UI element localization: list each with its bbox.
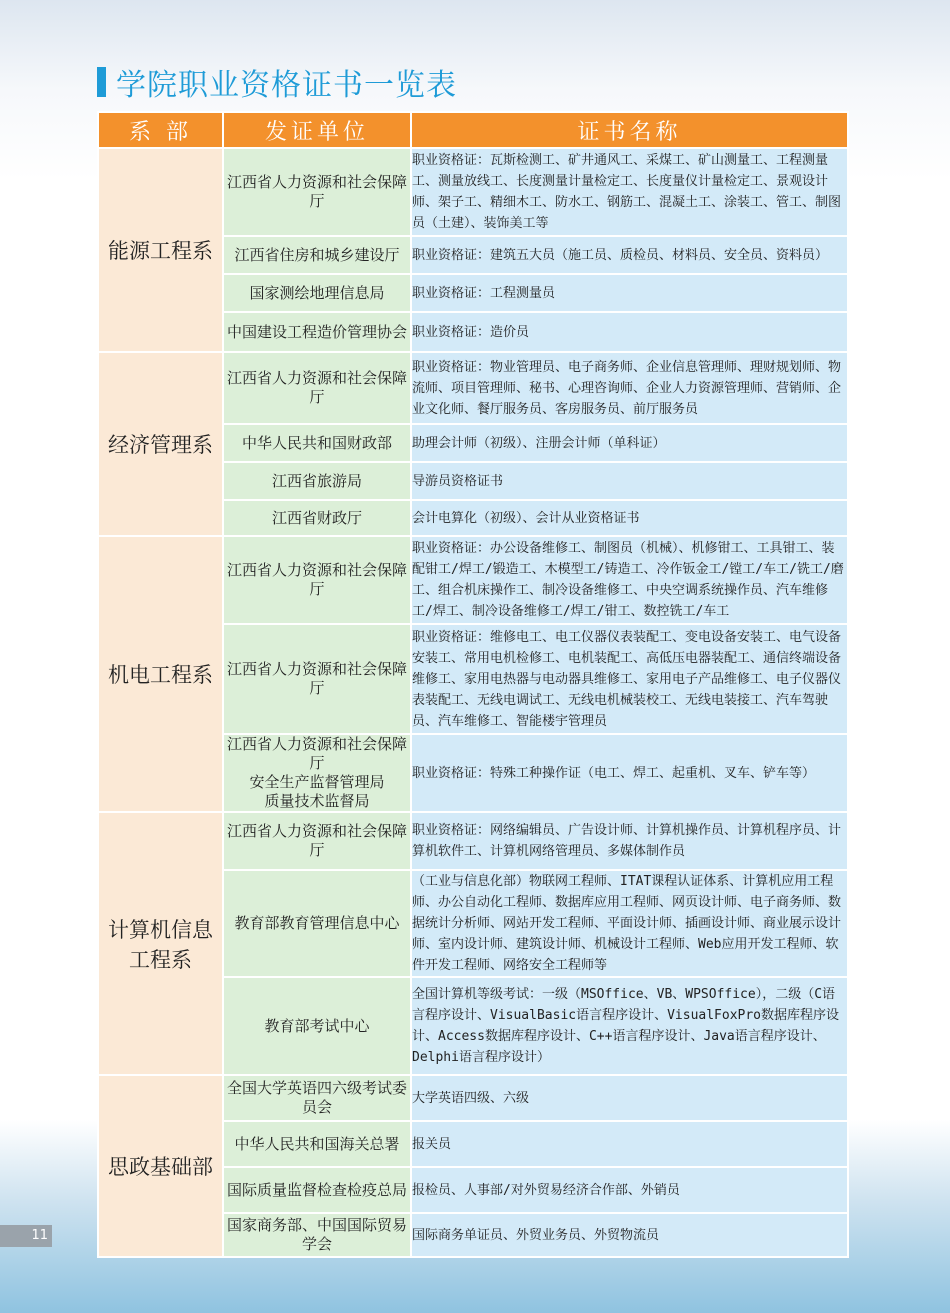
issuer-cell <box>223 312 411 352</box>
cert-cell: 国际商务单证员、外贸业务员、外贸物流员 <box>411 1213 848 1257</box>
issuer-line: 国家测绘地理信息局 <box>249 283 385 302</box>
issuer-cell <box>223 1213 411 1257</box>
issuer-cell <box>223 274 411 312</box>
issuer-cell <box>223 148 411 236</box>
issuer-cell <box>223 977 411 1075</box>
issuer-line: 江西省人力资源和社会保障厅 <box>226 173 407 210</box>
issuer-cell <box>223 624 411 734</box>
issuer-cell <box>223 536 411 624</box>
title-marker <box>97 67 106 97</box>
issuer-line: 江西省财政厅 <box>271 508 362 527</box>
table-body <box>98 148 848 1257</box>
issuer-line: 江西省人力资源和社会保障厅 <box>226 822 407 859</box>
table-row <box>98 1075 848 1121</box>
cert-cell: 职业资格证：建筑五大员（施工员、质检员、材料员、安全员、资料员） <box>411 236 848 274</box>
issuer-line: 教育部教育管理信息中心 <box>234 914 400 932</box>
table-row <box>98 536 848 624</box>
dept-cell: 经济管理系 <box>98 352 223 536</box>
issuer-line: 全国大学英语四六级考试委员会 <box>226 1079 407 1116</box>
cert-cell: 报检员、人事部/对外贸易经济合作部、外销员 <box>411 1167 848 1213</box>
cert-cell: 职业资格证：瓦斯检测工、矿井通风工、采煤工、矿山测量工、工程测量工、测量放线工、长度测量计量检定工、长度量仪计量检定工、景观设计师、架子工、精细木工、防水工、钢筋工、混凝土工、涂装工、管工、制图员（土建）、装饰美工等 <box>411 148 848 236</box>
table-row <box>98 352 848 424</box>
cert-cell: 职业资格证：造价员 <box>411 312 848 352</box>
cert-cell: 大学英语四级、六级 <box>411 1075 848 1121</box>
issuer-cell <box>223 1075 411 1121</box>
issuer-line: 国际质量监督检查检疫总局 <box>226 1180 407 1199</box>
cert-cell: 职业资格证：工程测量员 <box>411 274 848 312</box>
cert-cell: 职业资格证：办公设备维修工、制图员（机械）、机修钳工、工具钳工、装配钳工/焊工/锻造工、木模型工/铸造工、冷作钣金工/镗工/车工/铣工/磨工、组合机床操作工、制冷设备维修工、中央空调系统操作员、汽车维修工/焊工、制冷设备维修工/焊工/钳工、数控铣工/车工 <box>411 536 848 624</box>
issuer-cell <box>223 462 411 500</box>
issuer-line: 江西省人力资源和社会保障厅 <box>226 561 407 598</box>
cert-cell: 职业资格证：特殊工种操作证（电工、焊工、起重机、叉车、铲车等） <box>411 734 848 812</box>
issuer-line: 中华人民共和国财政部 <box>241 433 392 452</box>
issuer-line: 教育部考试中心 <box>264 1016 370 1035</box>
header-issuer: 发证单位 <box>223 112 411 148</box>
issuer-cell <box>223 734 411 812</box>
issuer-line: 江西省人力资源和社会保障厅 <box>226 660 407 697</box>
issuer-cell <box>223 1167 411 1213</box>
certificate-table <box>97 111 849 1258</box>
issuer-line: 安全生产监督管理局 <box>249 773 385 791</box>
cert-cell: 导游员资格证书 <box>411 462 848 500</box>
issuer-line: 中华人民共和国海关总署 <box>234 1134 400 1153</box>
cert-cell: （工业与信息化部）物联网工程师、ITAT课程认证体系、计算机应用工程师、办公自动化工程师、数据库应用工程师、网页设计师、电子商务师、数据统计分析师、网站开发工程师、平面设计师、插画设计师、商业展示设计师、室内设计师、建筑设计师、机械设计工程师、Web应用开发工程师、软件开发工程师、网络安全工程师等 <box>411 870 848 977</box>
issuer-line: 国家商务部、中国国际贸易学会 <box>226 1216 407 1253</box>
issuer-cell <box>223 236 411 274</box>
page-title-bar <box>97 64 457 103</box>
dept-cell: 思政基础部 <box>98 1075 223 1257</box>
issuer-cell <box>223 352 411 424</box>
table-header-row <box>98 112 848 148</box>
cert-cell: 职业资格证：维修电工、电工仪器仪表装配工、变电设备安装工、电气设备安装工、常用电机检修工、电机装配工、高低压电器装配工、通信终端设备维修工、家用电热器与电动器具维修工、家用电子产品维修工、电子仪器仪表装配工、无线电调试工、无线电机械装校工、无线电装接工、汽车驾驶员、汽车维修工、智能楼宇管理员 <box>411 624 848 734</box>
page-number: 11 <box>0 1225 52 1247</box>
issuer-line: 江西省住房和城乡建设厅 <box>234 245 400 264</box>
dept-cell: 机电工程系 <box>98 536 223 812</box>
issuer-cell <box>223 870 411 977</box>
cert-cell: 职业资格证：物业管理员、电子商务师、企业信息管理师、理财规划师、物流师、项目管理师、秘书、心理咨询师、企业人力资源管理师、营销师、企业文化师、餐厅服务员、客房服务员、前厅服务员 <box>411 352 848 424</box>
cert-cell: 报关员 <box>411 1121 848 1167</box>
issuer-line: 江西省旅游局 <box>271 471 362 490</box>
issuer-cell <box>223 812 411 870</box>
issuer-cell <box>223 500 411 536</box>
cert-cell: 全国计算机等级考试：一级（MSOffice、VB、WPSOffice），二级（C语言程序设计、VisualBasic语言程序设计、VisualFoxPro数据库程序设计、Access数据库程序设计、C++语言程序设计、Java语言程序设计、Delphi语言程序设计） <box>411 977 848 1075</box>
cert-cell: 会计电算化（初级）、会计从业资格证书 <box>411 500 848 536</box>
dept-cell: 能源工程系 <box>98 148 223 352</box>
issuer-line: 江西省人力资源和社会保障厅 <box>226 369 407 406</box>
table-row <box>98 812 848 870</box>
table-row <box>98 148 848 236</box>
dept-cell: 计算机信息工程系 <box>98 812 223 1075</box>
cert-cell: 助理会计师（初级）、注册会计师（单科证） <box>411 424 848 462</box>
cert-cell: 职业资格证：网络编辑员、广告设计师、计算机操作员、计算机程序员、计算机软件工、计算机网络管理员、多媒体制作员 <box>411 812 848 870</box>
issuer-cell <box>223 1121 411 1167</box>
issuer-line: 江西省人力资源和社会保障厅 <box>226 735 407 772</box>
header-cert: 证书名称 <box>411 112 848 148</box>
issuer-line: 质量技术监督局 <box>264 792 370 810</box>
issuer-cell <box>223 424 411 462</box>
issuer-line: 中国建设工程造价管理协会 <box>226 322 407 341</box>
page-title: 学院职业资格证书一览表 <box>116 68 457 103</box>
header-dept: 系 部 <box>98 112 223 148</box>
